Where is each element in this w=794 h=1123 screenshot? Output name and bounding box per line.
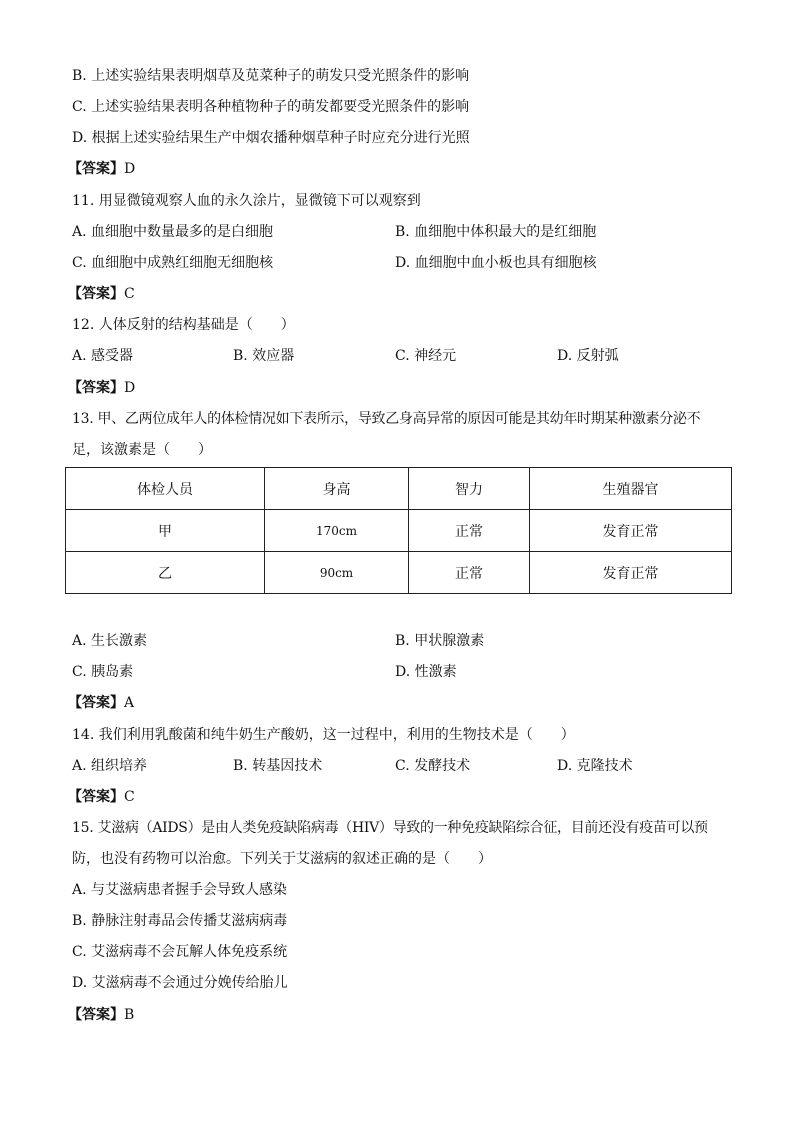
table-cell: 正常 [409, 510, 530, 552]
answer-label: 【答案】 [68, 161, 124, 177]
q10-answer [68, 159, 135, 179]
q10-option-c: C. 上述实验结果表明各种植物种子的萌发都要受光照条件的影响 [72, 99, 470, 115]
answer-value: A [124, 695, 135, 711]
q12-option-a: A. 感受器 [72, 348, 134, 364]
q14-option-b: B. 转基因技术 [233, 758, 323, 774]
table-header-row [66, 468, 732, 510]
q11-options-row2 [72, 253, 722, 273]
q15-option-d: D. 艾滋病毒不会通过分娩传给胎儿 [72, 975, 288, 991]
q11-option-c: C. 血细胞中成熟红细胞无细胞核 [72, 255, 274, 271]
q14-option-c: C. 发酵技术 [395, 758, 471, 774]
q11-answer [68, 284, 135, 304]
q15-option-a: A. 与艾滋病患者握手会导致人感染 [72, 882, 288, 898]
q13-option-c: C. 胰岛素 [72, 664, 134, 680]
q11-option-d: D. 血细胞中血小板也具有细胞核 [395, 255, 597, 271]
q14-option-a: A. 组织培养 [72, 758, 148, 774]
table-cell: 发育正常 [530, 552, 732, 594]
q14-answer [68, 787, 135, 807]
q11-stem: 11. 用显微镜观察人血的永久涂片，显微镜下可以观察到 [72, 193, 421, 209]
q15-stem-line1: 15. 艾滋病（AIDS）是由人类免疫缺陷病毒（HIV）导致的一种免疫缺陷综合征，目前还没有疫苗可以预 [72, 820, 708, 836]
q10-option-b: B. 上述实验结果表明烟草及苋菜种子的萌发只受光照条件的影响 [72, 68, 470, 84]
table-header-cell: 生殖器官 [530, 468, 732, 510]
q11-options-row1 [72, 222, 722, 242]
table-cell: 甲 [66, 510, 265, 552]
q11-option-b: B. 血细胞中体积最大的是红细胞 [395, 224, 597, 240]
answer-value: C [124, 286, 135, 302]
q14-stem: 14. 我们利用乳酸菌和纯牛奶生产酸奶，这一过程中，利用的生物技术是（ ） [72, 727, 575, 743]
q12-option-d: D. 反射弧 [557, 348, 619, 364]
answer-value: C [124, 789, 135, 805]
answer-value: B [124, 1007, 135, 1023]
q13-stem-line2: 足，该激素是（ ） [72, 442, 212, 458]
q13-answer [68, 693, 134, 713]
q13-option-b: B. 甲状腺激素 [395, 633, 485, 649]
answer-label: 【答案】 [68, 1007, 124, 1023]
q10-option-d: D. 根据上述实验结果生产中烟农播种烟草种子时应充分进行光照 [72, 130, 470, 146]
table-cell: 170cm [265, 510, 409, 552]
table-cell: 90cm [265, 552, 409, 594]
q12-stem: 12. 人体反射的结构基础是（ ） [72, 317, 295, 333]
q12-option-b: B. 效应器 [233, 348, 295, 364]
q15-stem-line2: 防，也没有药物可以治愈。下列关于艾滋病的叙述正确的是（ ） [72, 851, 492, 867]
answer-label: 【答案】 [68, 695, 124, 711]
q12-option-c: C. 神经元 [395, 348, 457, 364]
table-cell: 乙 [66, 552, 265, 594]
q13-stem-line1: 13. 甲、乙两位成年人的体检情况如下表所示，导致乙身高异常的原因可能是其幼年时期某种激素分泌不 [72, 411, 701, 427]
physical-exam-table [65, 467, 732, 594]
q11-option-a: A. 血细胞中数量最多的是白细胞 [72, 224, 274, 240]
table-header-cell: 智力 [409, 468, 530, 510]
table-header-cell: 体检人员 [66, 468, 265, 510]
answer-label: 【答案】 [68, 789, 124, 805]
q12-answer [68, 378, 135, 398]
table-cell: 正常 [409, 552, 530, 594]
table-cell: 发育正常 [530, 510, 732, 552]
q14-option-d: D. 克隆技术 [557, 758, 633, 774]
q15-option-c: C. 艾滋病毒不会瓦解人体免疫系统 [72, 944, 288, 960]
q15-option-b: B. 静脉注射毒品会传播艾滋病病毒 [72, 913, 288, 929]
answer-label: 【答案】 [68, 286, 124, 302]
q15-answer [68, 1005, 134, 1025]
q13-option-a: A. 生长激素 [72, 633, 148, 649]
table-row [66, 510, 732, 552]
table-row [66, 552, 732, 594]
q13-option-d: D. 性激素 [395, 664, 457, 680]
answer-value: D [124, 161, 136, 177]
table-header-cell: 身高 [265, 468, 409, 510]
answer-label: 【答案】 [68, 380, 124, 396]
answer-value: D [124, 380, 136, 396]
